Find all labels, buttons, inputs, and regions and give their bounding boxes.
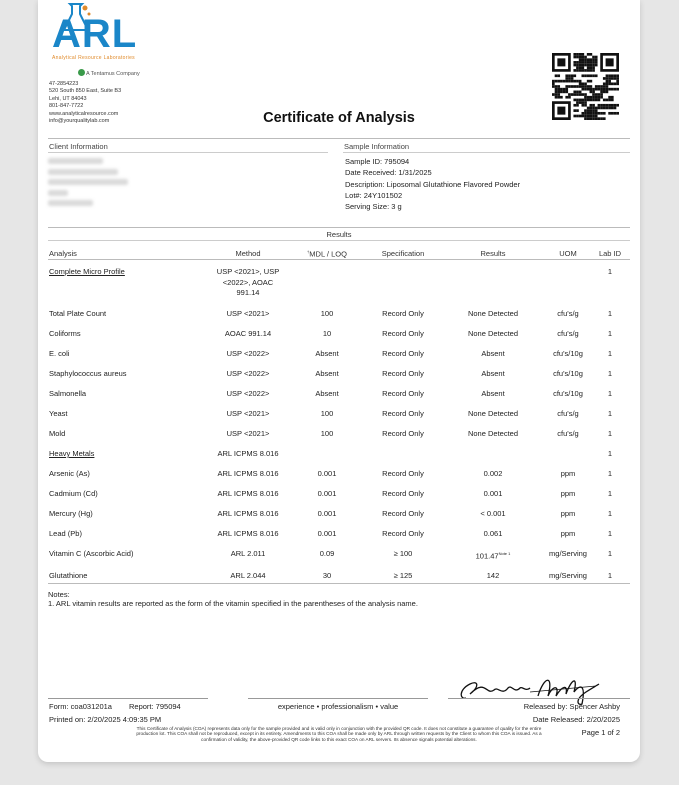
cell-specification: ≥ 100 <box>393 549 413 558</box>
col-results: Results <box>480 249 506 258</box>
cell-result: Absent <box>481 369 505 378</box>
cell-specification: Record Only <box>382 349 424 358</box>
cell-lab-id: 1 <box>607 549 613 558</box>
cell-mdl: Absent <box>315 369 339 378</box>
cell-result: 0.002 <box>483 469 503 478</box>
cell-mdl: 100 <box>320 429 334 438</box>
cell-uom: ppm <box>560 529 576 538</box>
cell-method: AOAC 991.14 <box>224 329 272 338</box>
col-method: Method <box>235 249 261 258</box>
cell-lab-id: 1 <box>607 429 613 438</box>
cell-uom: mg/Serving <box>549 549 587 558</box>
cell-result: None Detected <box>467 429 519 438</box>
cell-result: None Detected <box>467 329 519 338</box>
parent-company: A Tentamus Company <box>86 71 140 77</box>
cell-lab-id: 1 <box>607 309 613 318</box>
cell-uom: mg/Serving <box>549 571 587 580</box>
client-info-heading: Client Information <box>49 142 108 151</box>
divider <box>48 227 630 228</box>
redacted-client <box>48 190 68 196</box>
cell-mdl: Absent <box>315 349 339 358</box>
cell-analysis: Mold <box>49 429 66 438</box>
cell-uom: ppm <box>560 489 576 498</box>
tagline: experience • professionalism • value <box>277 702 399 711</box>
cell-result: 142 <box>486 571 500 580</box>
notes-heading: Notes: <box>48 590 70 599</box>
redacted-client <box>48 158 103 164</box>
cell-uom: cfu's/g <box>557 309 579 318</box>
cell-method: USP <2021> <box>226 409 270 418</box>
cell-method: ARL ICPMS 8.016 <box>217 529 279 538</box>
redacted-client <box>48 200 93 206</box>
cell-lab-id: 1 <box>607 509 613 518</box>
cell-mdl: Absent <box>315 389 339 398</box>
cell-specification: Record Only <box>382 429 424 438</box>
cell-lab-id: 1 <box>607 449 613 458</box>
cell-analysis: Cadmium (Cd) <box>49 489 98 498</box>
cell-specification: Record Only <box>382 509 424 518</box>
redacted-client <box>48 179 128 185</box>
cell-mdl: 100 <box>320 309 334 318</box>
divider <box>343 152 630 153</box>
cell-mdl: 10 <box>322 329 332 338</box>
cell-result: $101.47^{Note 1}$ <box>475 551 511 561</box>
divider <box>448 698 630 699</box>
page-title: Certificate of Analysis <box>263 110 415 126</box>
cell-lab-id: 1 <box>607 529 613 538</box>
cell-lab-id: 1 <box>607 329 613 338</box>
printed-on: Printed on: 2/20/2025 4:09:35 PM <box>49 715 162 724</box>
cell-analysis: Salmonella <box>49 389 87 398</box>
cell-uom: cfu's/g <box>557 429 579 438</box>
cell-method: ARL ICPMS 8.016 <box>217 469 279 478</box>
col-mdl: †MDL / LOQ <box>307 249 347 259</box>
cell-method: USP <2021> <box>226 309 270 318</box>
cell-uom: ppm <box>560 469 576 478</box>
cell-analysis: Yeast <box>49 409 68 418</box>
cell-lab-id: 1 <box>607 409 613 418</box>
cell-mdl: 0.001 <box>317 469 337 478</box>
cell-result: Absent <box>481 349 505 358</box>
cell-method: USP <2021> <box>226 429 270 438</box>
divider <box>248 698 428 699</box>
cell-method: USP <2022> <box>226 349 270 358</box>
cell-analysis: Staphylococcus aureus <box>49 369 127 378</box>
cell-mdl: 100 <box>320 409 334 418</box>
divider <box>48 240 630 241</box>
cell-uom: cfu's/g <box>557 329 579 338</box>
cell-result: 0.001 <box>483 489 503 498</box>
cell-analysis: Coliforms <box>49 329 81 338</box>
form-number: Form: coa031201a <box>49 702 112 711</box>
cell-analysis: Arsenic (As) <box>49 469 90 478</box>
cell-lab-id: 1 <box>607 489 613 498</box>
cell-method: ARL 2.011 <box>230 549 266 558</box>
divider <box>48 698 208 699</box>
cell-lab-id: 1 <box>607 469 613 478</box>
date-released: Date Released: 2/20/2025 <box>532 715 620 724</box>
col-lab-id: Lab ID <box>598 249 622 258</box>
logo-subtitle: Analytical Resource Laboratories <box>52 55 135 61</box>
cell-analysis: Heavy Metals <box>49 449 95 458</box>
note-ref: Note 1 <box>498 551 511 556</box>
cell-analysis: Total Plate Count <box>49 309 107 318</box>
cell-mdl: 0.001 <box>317 509 337 518</box>
sample-info-heading: Sample Information <box>344 142 410 151</box>
cell-specification: Record Only <box>382 389 424 398</box>
page-number: Page 1 of 2 <box>581 728 620 737</box>
cell-method: ARL ICPMS 8.016 <box>217 449 279 458</box>
coa-document <box>38 0 640 762</box>
cell-uom: cfu's/g <box>557 409 579 418</box>
cell-mdl: 0.09 <box>319 549 335 558</box>
cell-result: None Detected <box>467 409 519 418</box>
divider <box>48 152 328 153</box>
cell-analysis: Glutathione <box>49 571 88 580</box>
date-received: Date Received: 1/31/2025 <box>345 168 432 177</box>
cell-method: USP <2022> <box>226 389 270 398</box>
cell-mdl: 0.001 <box>317 489 337 498</box>
cell-mdl: 30 <box>322 571 332 580</box>
col-specification: Specification <box>381 249 425 258</box>
sample-id: Sample ID: 795094 <box>345 157 410 166</box>
cell-method: ARL 2.044 <box>230 571 266 580</box>
released-by: Released by: Spencer Ashby <box>523 702 620 711</box>
cell-specification: Record Only <box>382 489 424 498</box>
col-analysis: Analysis <box>49 249 77 258</box>
cell-lab-id: 1 <box>607 349 613 358</box>
divider <box>48 138 630 139</box>
cell-lab-id: 1 <box>607 369 613 378</box>
cell-method: USP <2022> <box>226 369 270 378</box>
cell-specification: Record Only <box>382 329 424 338</box>
cell-method: ARL ICPMS 8.016 <box>217 489 279 498</box>
cell-specification: Record Only <box>382 469 424 478</box>
cell-lab-id: 1 <box>607 571 613 580</box>
cell-specification: Record Only <box>382 529 424 538</box>
lab-address: 47-2854223 520 South 850 East, Suite B3 Lehi, UT 84043 801-847-7722 www.analyticalresource.com info@yourqualitylab.com <box>49 81 122 125</box>
cell-analysis: E. coli <box>49 349 70 358</box>
cell-analysis: Lead (Pb) <box>49 529 82 538</box>
cell-analysis: Complete Micro Profile <box>49 267 125 276</box>
col-uom: UOM <box>559 249 577 258</box>
cell-result: None Detected <box>467 309 519 318</box>
sample-description: Description: Liposomal Glutathione Flavored Powder <box>345 180 521 189</box>
cell-specification: ≥ 125 <box>393 571 413 580</box>
logo-text: ARL <box>52 12 138 56</box>
cell-result: Absent <box>481 389 505 398</box>
notes <box>48 590 418 608</box>
divider <box>48 259 630 260</box>
cell-lab-id: 1 <box>607 267 613 276</box>
cell-result: 0.061 <box>483 529 503 538</box>
redacted-client <box>48 169 118 175</box>
cell-method: USP <2021>, USP <2022>, AOAC 991.14 <box>216 267 280 297</box>
results-heading: Results <box>326 230 352 239</box>
cell-specification: Record Only <box>382 409 424 418</box>
cell-uom: cfu's/10g <box>553 389 583 398</box>
note-item: 1. ARL vitamin results are reported as the form of the vitamin specified in the parentheses of the analysis name. <box>48 599 418 608</box>
cell-uom: cfu's/10g <box>553 349 583 358</box>
cell-method: ARL ICPMS 8.016 <box>217 509 279 518</box>
divider <box>48 583 630 584</box>
lot-number: Lot#: 24Y101502 <box>345 191 403 200</box>
cell-analysis: Vitamin C (Ascorbic Acid) <box>49 549 134 558</box>
tentamus-icon <box>78 69 85 76</box>
cell-specification: Record Only <box>382 369 424 378</box>
cell-uom: cfu's/10g <box>553 369 583 378</box>
cell-specification: Record Only <box>382 309 424 318</box>
cell-lab-id: 1 <box>607 389 613 398</box>
serving-size: Serving Size: 3 g <box>345 202 402 211</box>
report-number: Report: 795094 <box>129 702 181 711</box>
cell-uom: ppm <box>560 509 576 518</box>
disclaimer: This Certificate of Analysis (COA) represents data only for the sample provided and is valid only in conjunction with the provided QR code. It does not constitute a guarantee of quality for the entire production lot. This COA shall not be reproduced, except in its entirety. Amendments to this COA shall be made only by ARL through written requests by the Client to whom this COA is issued. As a confirmation of validity, the above-provided QR code links to this exact COA on ARL servers. Its absence signals potential alterations. <box>136 726 542 742</box>
cell-result: < 0.001 <box>480 509 506 518</box>
cell-mdl: 0.001 <box>317 529 337 538</box>
cell-analysis: Mercury (Hg) <box>49 509 93 518</box>
